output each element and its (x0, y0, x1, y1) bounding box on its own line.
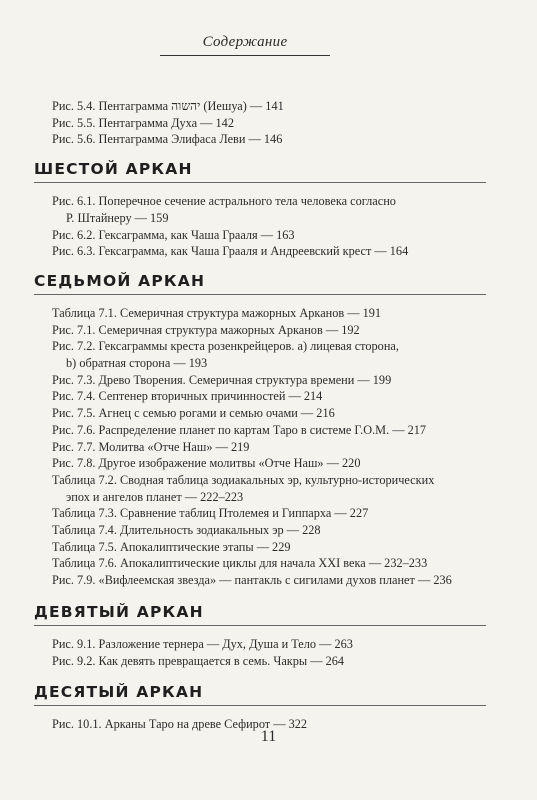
toc-section (34, 272, 504, 589)
toc-entry (34, 505, 504, 522)
toc-entry (34, 372, 504, 389)
toc-entry (34, 227, 504, 244)
running-head: Содержание (202, 34, 288, 50)
toc-entry-text: Рис. 6.1. Поперечное сечение астрального тела человека согласно (52, 194, 396, 209)
toc-entry-text: Рис. 9.1. Разложение тернера — Дух, Душа и Тело — 263 (52, 636, 353, 651)
toc-entry-text: Таблица 7.4. Длительность зодиакальных эр — 228 (52, 523, 321, 538)
toc-entry-text: Таблица 7.6. Апокалиптические циклы для начала XXI века — 232–233 (52, 556, 428, 571)
section-title: СЕДЬМОЙ АРКАН (34, 271, 206, 290)
toc-content (34, 98, 504, 733)
section-entry-list (34, 636, 504, 669)
toc-entry-continuation: эпох и ангелов планет — 222–223 (66, 489, 244, 504)
section-rule (34, 705, 486, 706)
toc-entry-text: Таблица 7.5. Апокалиптические этапы — 229 (52, 539, 291, 554)
toc-sections (34, 160, 504, 733)
toc-entry (34, 388, 504, 405)
toc-entry-text: Рис. 7.9. «Вифлеемская звезда» — пантакль с сигилами духов планет — 236 (52, 573, 452, 588)
toc-entry (34, 653, 504, 670)
toc-entry (34, 193, 504, 226)
toc-entry (34, 338, 504, 371)
intro-entry-list (34, 98, 504, 148)
section-rule (34, 294, 486, 295)
toc-entry (34, 439, 504, 456)
toc-entry-text: Рис. 6.3. Гексаграмма, как Чаша Грааля и Андреевский крест — 164 (52, 244, 409, 259)
section-title: ДЕВЯТЫЙ АРКАН (34, 602, 204, 621)
toc-entry (34, 522, 504, 539)
toc-entry-text: Рис. 7.8. Другое изображение молитвы «Отче Наш» — 220 (52, 456, 361, 471)
section-entry-list (34, 305, 504, 589)
toc-entry-text: Таблица 7.1. Семеричная структура мажорных Арканов — 191 (52, 305, 382, 320)
toc-entry-text: Рис. 9.2. Как девять превращается в семь. Чакры — 264 (52, 653, 345, 668)
toc-entry-text: Рис. 6.2. Гексаграмма, как Чаша Грааля — 163 (52, 227, 295, 242)
toc-entry-text: Рис. 7.7. Молитва «Отче Наш» — 219 (52, 439, 250, 454)
section-rule (34, 625, 486, 626)
toc-section (34, 160, 504, 260)
toc-entry-text: Таблица 7.3. Сравнение таблиц Птолемея и Гиппарха — 227 (52, 506, 369, 521)
toc-entry-continuation: Р. Штайнеру — 159 (66, 210, 169, 225)
toc-entry-text: Рис. 10.1. Арканы Таро на древе Сефирот — 322 (52, 717, 308, 732)
section-title: ДЕСЯТЫЙ АРКАН (34, 683, 204, 702)
toc-entry (34, 572, 504, 589)
toc-entry (34, 422, 504, 439)
toc-entry (34, 555, 504, 572)
toc-entry-text: Рис. 7.5. Агнец с семью рогами и семью очами — 216 (52, 406, 335, 421)
toc-entry (34, 405, 504, 422)
toc-entry: Рис. 5.4. Пентаграмма יהשוה (Иешуа) — 141 (52, 99, 284, 113)
toc-entry-text: Рис. 7.6. Распределение планет по картам Таро в системе Г.О.М. — 217 (52, 422, 427, 437)
toc-entry-text: Рис. 7.2. Гексаграммы креста розенкрейцеров. a) лицевая сторона, (52, 339, 399, 354)
toc-entry-text: Таблица 7.2. Сводная таблица зодиакальных эр, культурно-исторических (52, 472, 435, 487)
toc-entry: Рис. 5.5. Пентаграмма Духа — 142 (52, 115, 234, 130)
toc-entry-text: Рис. 7.3. Древо Творения. Семеричная структура времени — 199 (52, 372, 392, 387)
running-head-rule (160, 55, 330, 56)
toc-entry (34, 472, 504, 505)
section-rule (34, 182, 486, 183)
toc-entry: Рис. 5.6. Пентаграмма Элифаса Леви — 146 (52, 132, 283, 147)
section-entry-list (34, 193, 504, 260)
toc-entry (34, 305, 504, 322)
toc-entry (34, 243, 504, 260)
toc-section (34, 683, 504, 733)
toc-entry (34, 322, 504, 339)
toc-section (34, 603, 504, 669)
toc-entry-text: Рис. 7.4. Септенер вторичных причинностей — 214 (52, 389, 323, 404)
toc-entry-text: Рис. 7.1. Семеричная структура мажорных Арканов — 192 (52, 322, 360, 337)
toc-entry (34, 636, 504, 653)
section-title: ШЕСТОЙ АРКАН (34, 160, 193, 179)
toc-entry-continuation: b) обратная сторона — 193 (66, 356, 208, 371)
toc-entry (34, 455, 504, 472)
page-number: 11 (260, 728, 277, 745)
toc-entry (34, 539, 504, 556)
